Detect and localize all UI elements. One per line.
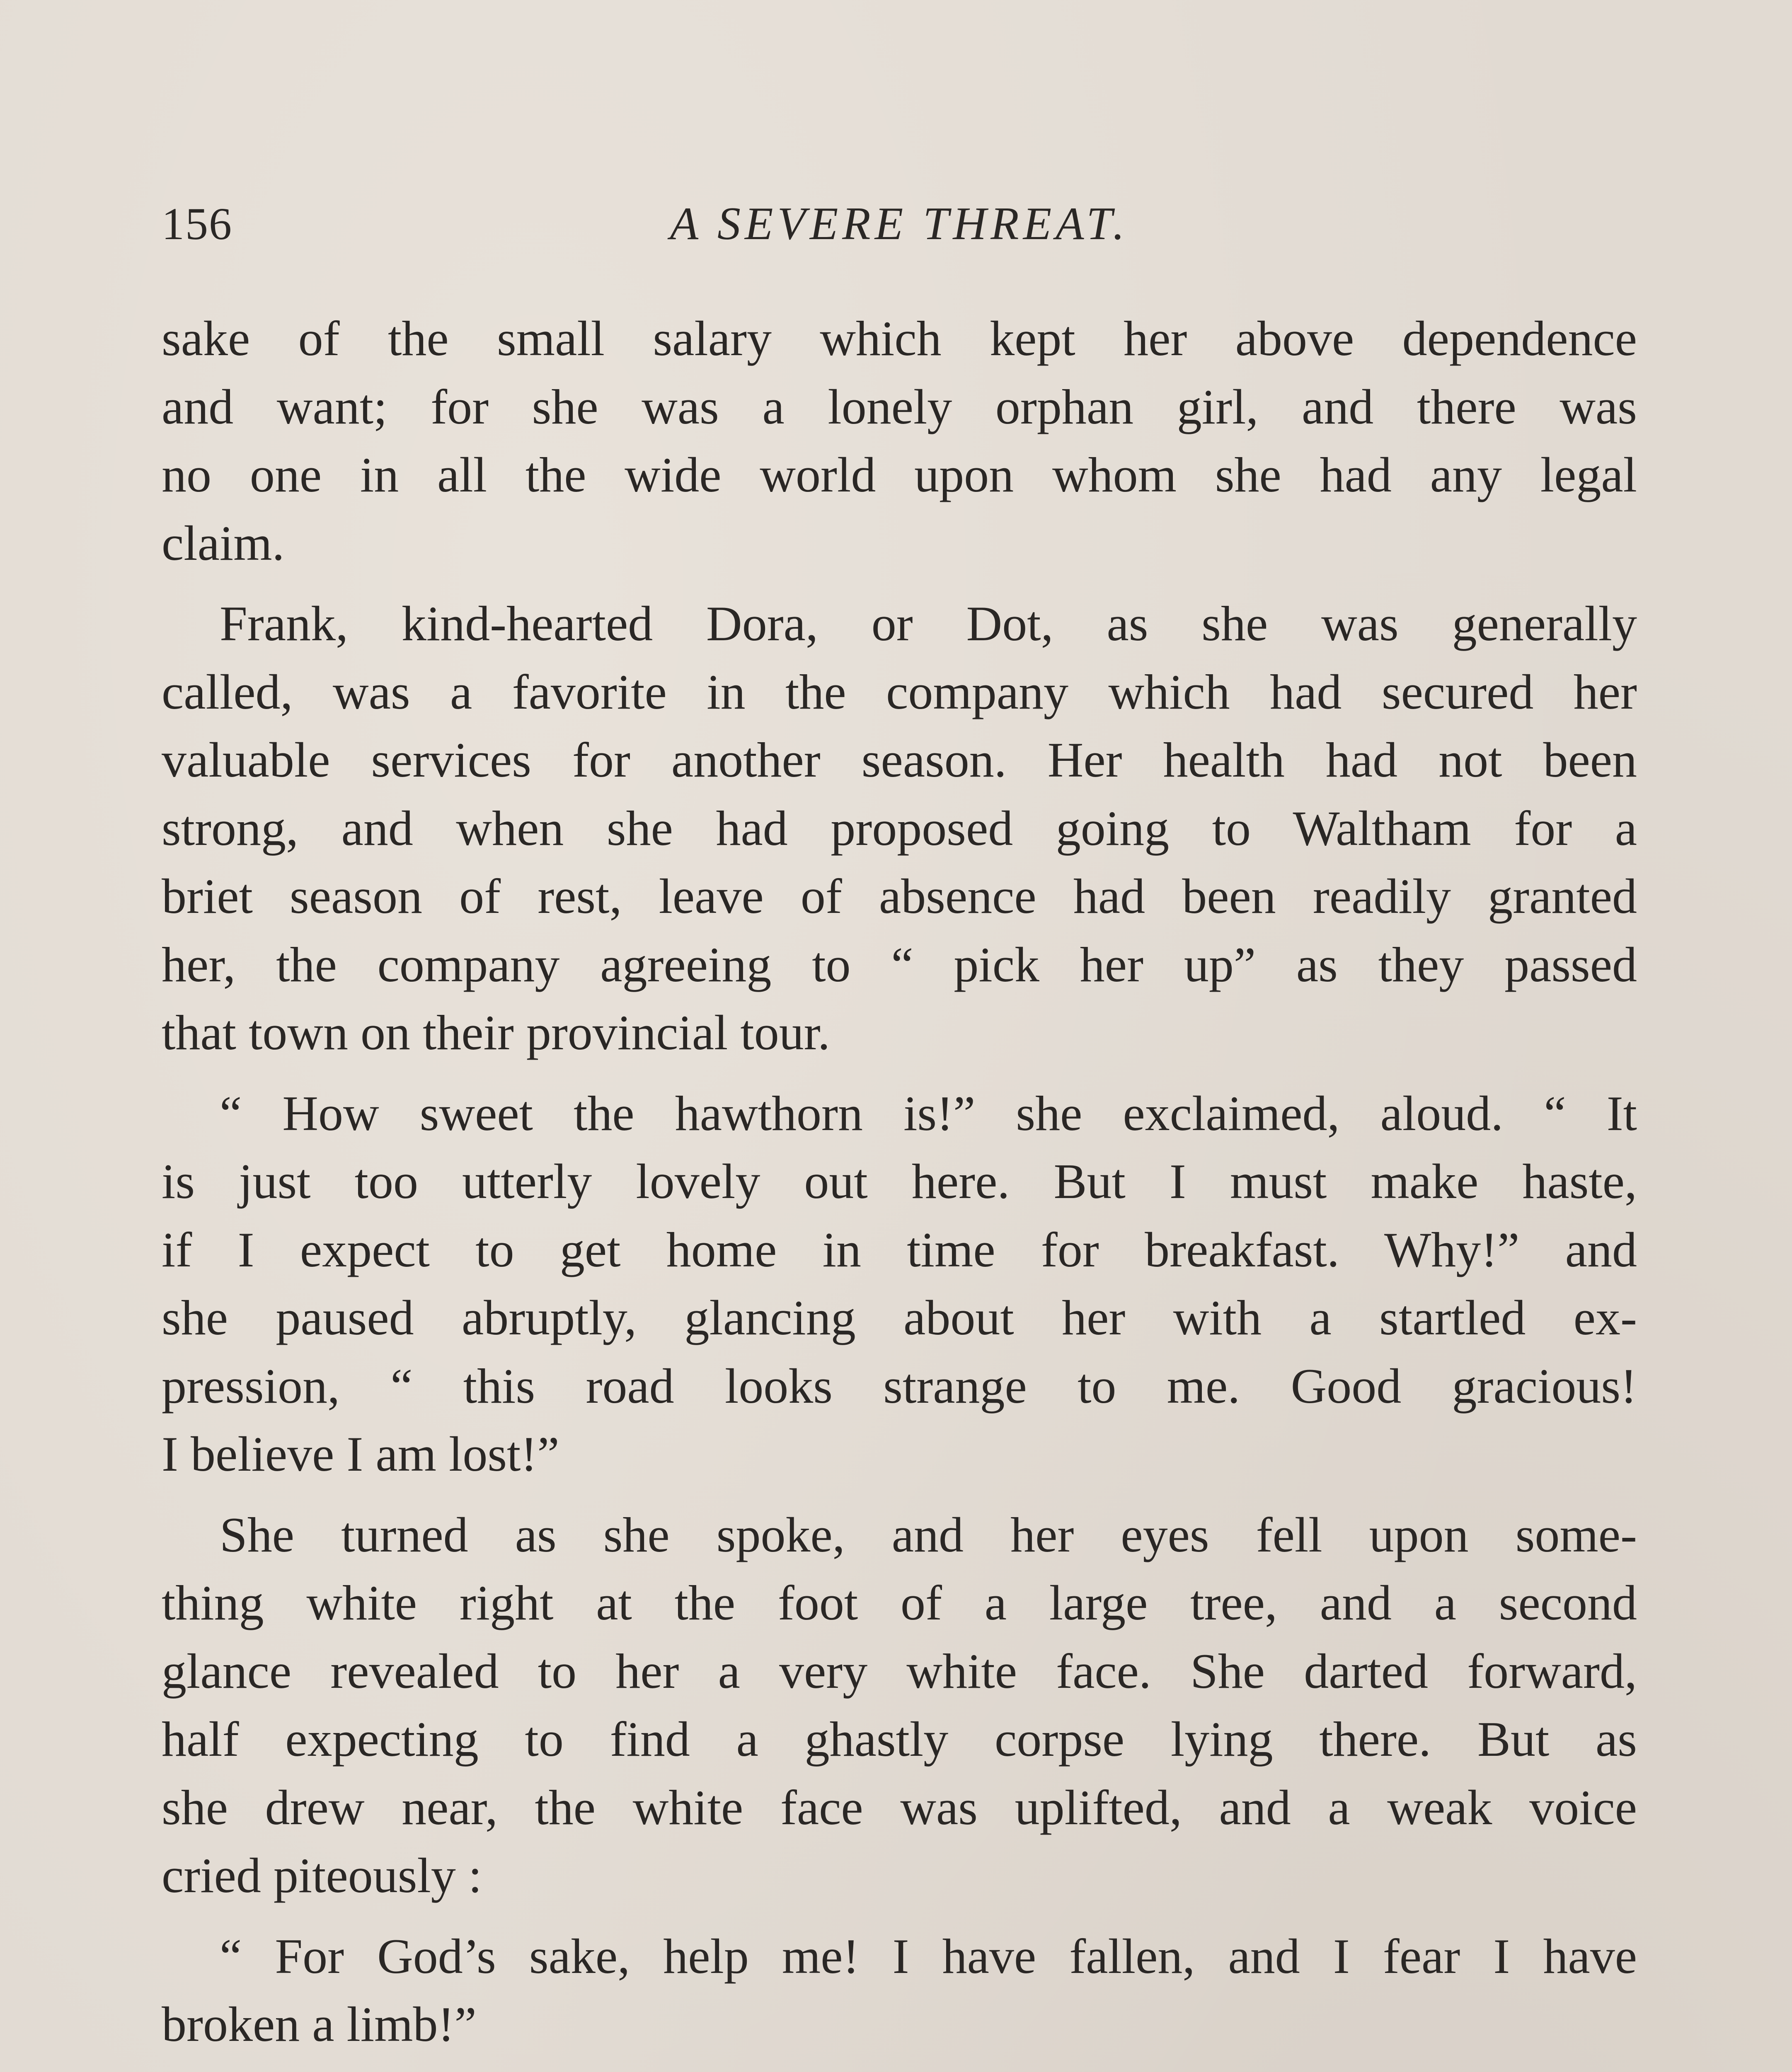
text-line: claim. — [162, 515, 285, 571]
page-number: 156 — [162, 198, 232, 249]
text-line: “ For God’s sake, help me! I have fallen, and I fear I have — [220, 1928, 1637, 1984]
paragraph — [162, 590, 1637, 1067]
text-line: cried piteously : — [162, 1848, 482, 1903]
text-line: and want; for she was a lonely orphan girl, and there was — [162, 379, 1637, 434]
paragraph — [162, 305, 1637, 577]
text-line: she paused abruptly, glancing about her with a startled ex- — [162, 1290, 1637, 1345]
text-line: “ How sweet the hawthorn is!” she exclaimed, aloud. “ It — [220, 1085, 1637, 1141]
text-line: pression, “ this road looks strange to me. Good gracious! — [162, 1358, 1637, 1414]
text-line: broken a limb!” — [162, 1997, 477, 2052]
text-line: glance revealed to her a very white face. She darted forward, — [162, 1643, 1637, 1699]
text-line: no one in all the wide world upon whom she had any legal — [162, 447, 1637, 502]
paragraph — [162, 1501, 1637, 1910]
text-line: her, the company agreeing to “ pick her up” as they passed — [162, 937, 1637, 992]
running-head — [162, 195, 1637, 253]
text-line: half expecting to find a ghastly corpse lying there. But as — [162, 1711, 1637, 1767]
paragraph — [162, 1922, 1637, 2059]
text-line: valuable services for another season. Her health had not been — [162, 732, 1637, 787]
text-line: is just too utterly lovely out here. But I must make haste, — [162, 1154, 1637, 1209]
text-line: sake of the small salary which kept her above dependence — [162, 311, 1637, 366]
text-line: strong, and when she had proposed going to Waltham for a — [162, 800, 1637, 856]
text-line: called, was a favorite in the company which had secured her — [162, 664, 1637, 719]
text-line: that town on their provincial tour. — [162, 1005, 831, 1060]
running-title: A SEVERE THREAT. — [670, 198, 1129, 249]
body-text — [162, 305, 1637, 2072]
text-line: thing white right at the foot of a large tree, and a second — [162, 1575, 1637, 1630]
text-line: she drew near, the white face was uplifted, and a weak voice — [162, 1779, 1637, 1835]
text-line: briet season of rest, leave of absence had been readily granted — [162, 869, 1637, 924]
text-line: She turned as she spoke, and her eyes fell upon some- — [220, 1507, 1637, 1562]
text-line: if I expect to get home in time for breakfast. Why!” and — [162, 1222, 1637, 1277]
paragraph — [162, 1080, 1637, 1489]
text-line: I believe I am lost!” — [162, 1426, 559, 1481]
text-line: Frank, kind-hearted Dora, or Dot, as she was generally — [220, 596, 1637, 651]
